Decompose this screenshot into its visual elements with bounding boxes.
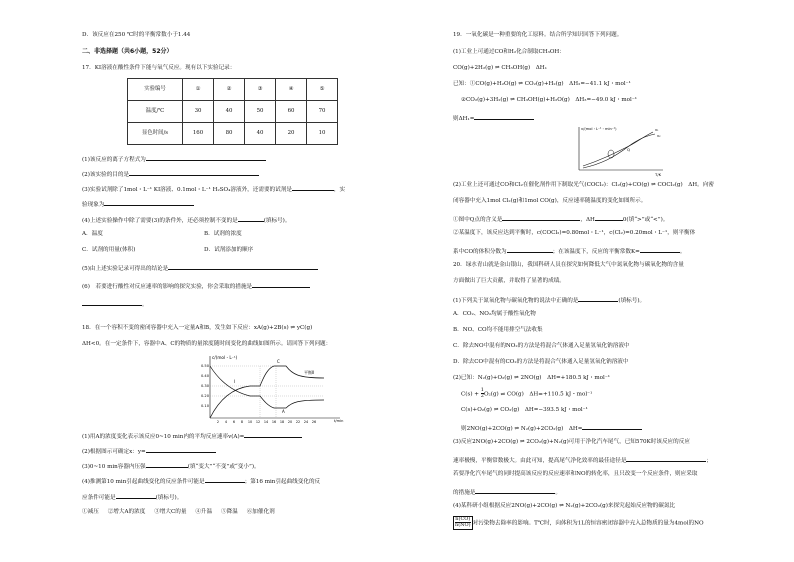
left-column (82, 0, 442, 562)
answer-blank[interactable] (626, 456, 706, 462)
q17-option-b: B．试剂的浓度 (204, 231, 242, 237)
answer-blank[interactable] (292, 185, 334, 191)
q20-option-b: B．NO、CO均不能用排空气法收集 (453, 327, 543, 333)
q20-option-c: C．除去NO中混有的NO₂的方法是将混合气体通入足量氢氧化钠溶液中 (453, 343, 630, 349)
label-q: Q (627, 147, 630, 152)
table-cell: 40 (245, 123, 276, 145)
table-cell: 10 (307, 123, 338, 145)
answer-blank[interactable] (116, 493, 156, 499)
q20-part3a: (3)反应2NO(g)+2CO(g) ⇌ 2CO₂(g)+N₂(g)可用于净化汽车尾气，已知570K时该反应的反应 (453, 439, 690, 445)
x-axis-unit: t/min (334, 419, 344, 423)
q17-part6b: 。 (82, 300, 148, 309)
x-tick-label: 18 (279, 420, 285, 424)
q19-part2c: ①图中Q点的含义是 ，ΔH 0(填“>”或“<”)。 (453, 217, 669, 223)
table-cell: 70 (307, 101, 338, 123)
table-cell: ① (183, 79, 214, 101)
section-title: 二、非选择题（共6小题，52分） (82, 48, 173, 55)
option-item: ③增大C的量 (154, 509, 187, 515)
answer-blank[interactable] (146, 462, 188, 468)
q19-eq-main: CO(g)+2H₂(g) ⇌ CH₃OH(g) ΔH₁ (453, 65, 547, 71)
x-tick-label: 14 (263, 420, 269, 424)
table-cell: 80 (214, 123, 245, 145)
x-tick-label: 6 (232, 420, 236, 424)
x-tick-label: 22 (295, 420, 301, 424)
x-tick-label: 10 (247, 420, 253, 424)
q18-part4a: (4)推测第10 min引起曲线变化的反应条件可能是 ；第16 min引起曲线变化的反 (82, 479, 321, 485)
answer-blank[interactable] (582, 424, 642, 430)
q18-part2: (2)根据图示可确定x：y= (82, 447, 216, 456)
q20-eq2b: C(s)+O₂(g) ⇌ CO₂(g) ΔH=−393.5 kJ・mol⁻¹ (461, 407, 588, 413)
q17-part1: (1)该反应的离子方程式为 (82, 155, 266, 164)
q19-part2a: (2)工业上还可通过CO和Cl₂在催化剂作用下制取光气(COCl₂)：Cl₂(g)+CO(g) ⇌ COCl₂(g) ΔH。向密 (453, 182, 714, 188)
q20-part3b: 速率极慢，平衡常数极大。由此可知，提高尾气净化效率的最佳途径是 ； (453, 458, 713, 464)
curve-v1 (583, 132, 653, 166)
q20-part1: (1)下列关于氮氧化物与碳氧化物的说法中正确的是 (填标号)。 (453, 298, 646, 304)
x-tick-label: 16 (271, 420, 277, 424)
table-cell: 60 (276, 101, 307, 123)
table-cell: 20 (276, 123, 307, 145)
answer-blank[interactable] (502, 215, 580, 221)
q20-stem2: 方面做出了巨大贡献，并取得了显著的成绩。 (453, 278, 565, 284)
option-item: ②增大A的浓度 (107, 509, 146, 515)
answer-blank[interactable] (104, 200, 194, 206)
equilibrium-roman: Ⅰ (234, 379, 236, 384)
x-tick-label: 12 (255, 420, 261, 424)
q20-part4a: (4)某科研小组根据反应2NO(g)+2CO(g) ⇌ N₂(g)+2CO₂(g)来探究起始反应物的碳氮比 (453, 503, 676, 509)
answer-blank[interactable] (168, 264, 318, 270)
answer-blank[interactable] (82, 300, 142, 306)
q17-part4: (4)上述实验操作中除了需要(3)的条件外，还必须控制不变的是 (填标号)。 (82, 218, 291, 224)
q18-stem1: 18．在一个容积不变的密闭容器中充入一定量A和B，发生如下反应：xA(g)+2B(s) ⇌ yC(g) (82, 325, 313, 331)
right-column (453, 0, 794, 562)
x-axis-label: T/K (655, 172, 662, 177)
y-tick-label: 0.10 (200, 404, 209, 408)
q20-stem1: 20．绿水青山就是金山银山，我国科研人员在探究如何降低大气中氮氧化物与碳氧化物的含量 (453, 262, 684, 268)
q19-part1: (1)工业上可通过CO和H₂化合制取CH₃OH： (453, 49, 565, 55)
option-item: ④升温 (195, 509, 213, 515)
q17-option-a: A．温度 (82, 231, 103, 237)
answer-blank[interactable] (252, 282, 310, 288)
answer-blank[interactable] (475, 488, 555, 494)
answer-blank[interactable] (146, 447, 216, 453)
answer-blank[interactable] (146, 155, 266, 161)
y-tick-label: 0.20 (200, 394, 209, 398)
label-v1: v₁ (655, 128, 659, 132)
table-header-time: 显色时间/s (128, 123, 183, 145)
table-cell: ② (214, 79, 245, 101)
answer-blank[interactable] (205, 477, 245, 483)
y-tick-label: 0.50 (200, 364, 209, 368)
x-tick-label: 8 (240, 420, 244, 424)
q20-eq2a: C(s) + $\frac{1}{2}$ O₂(g) ⇌ CO(g) ΔH=+110.5 kJ・mol⁻¹ (461, 387, 593, 400)
x-tick-label: 24 (303, 420, 309, 424)
q17-option-c: C．试剂的用量(体积) (82, 247, 136, 253)
q19-part2d: ②某温度下，该反应达到平衡时，c(COCl₂)=0.80mol・L⁻¹，c(Cl₂)=0.20mol・L⁻¹，则平衡体 (453, 230, 696, 236)
label-v2: v₂ (657, 134, 661, 138)
x-tick-label: 4 (224, 420, 228, 424)
q20-part3d: 的措施是 。 (453, 490, 561, 496)
option-d: D．该反应在250 ℃时的平衡常数小于1.44 (82, 32, 191, 38)
y-tick-label: 0.40 (200, 374, 209, 378)
q20-part2: (2)已知：N₂(g)+O₂(g) ⇌ 2NO(g) ΔH=+180.5 kJ・mol⁻¹ (453, 375, 611, 381)
answer-blank[interactable] (595, 215, 623, 221)
q19-eq-then: 则ΔH₁= (453, 114, 534, 123)
x-tick-label: 20 (287, 420, 293, 424)
table-cell: 50 (245, 101, 276, 123)
answer-blank[interactable] (238, 216, 264, 222)
curve-label-a: A (282, 409, 285, 414)
answer-blank[interactable] (244, 432, 302, 438)
q20-eq2c: 则2NO(g)+2CO(g) ⇌ N₂(g)+2CO₂(g) ΔH= (461, 424, 642, 433)
y-tick-label: 0.30 (200, 384, 209, 388)
table-cell: 160 (183, 123, 214, 145)
q18-part1: (1)用A的浓度变化表示该反应0~10 min内的平均反应速率v(A)= (82, 432, 302, 441)
answer-blank[interactable] (507, 247, 553, 253)
table-cell: 40 (214, 101, 245, 123)
q18-options (82, 510, 275, 516)
q19-eq-known2: ②CO₂(g)+3H₂(g) ⇌ CH₃OH(g)+H₂O(g) ΔH₃=−49.0 kJ・mol⁻¹ (461, 97, 638, 103)
option-item: ①减压 (82, 509, 99, 515)
answer-blank[interactable] (129, 170, 259, 176)
x-tick-label: 26 (311, 420, 317, 424)
q18-stem2: ΔH<0。在一定条件下，容器中A、C的物质的量浓度随时间变化的曲线如图所示。请回答下列问题： (82, 341, 332, 347)
q17-part3b: 验现象为 (82, 200, 194, 209)
boxed-fraction: $\frac{n(CO)}{n(NO)}$ (455, 516, 471, 529)
y-axis-label: c/(mol・L⁻¹) (212, 355, 238, 360)
q17-part6a: (6) 若要进行酸性对反应速率的影响的探究实验，你会采取的措施是 (82, 282, 310, 291)
table-cell: ④ (276, 79, 307, 101)
q20-option-d: D．除去CO中混有的CO₂的方法是将混合气体通入足量氢氧化钠溶液中 (453, 359, 629, 365)
q18-concentration-chart (194, 352, 344, 427)
q17-option-d: D．试剂添加的顺序 (204, 247, 254, 253)
x-tick-label: 2 (216, 420, 220, 424)
table-cell: 30 (183, 101, 214, 123)
q18-part3: (3)0~10 min容器内压强 (填“变大”“不变”或“变小”)。 (82, 464, 260, 470)
q19-rate-temperature-chart (571, 124, 669, 181)
q17-experiment-table (127, 78, 338, 145)
q20-part3c: 若要净化汽车尾气的同时提高该反应的反应速率和NO的转化率，且只改变一个反应条件，则应采取 (453, 471, 698, 477)
option-item: ⑤降温 (221, 509, 238, 515)
q17-part2: (2)该实验的目的是 (82, 170, 259, 179)
table-header-temp: 温度/℃ (128, 101, 183, 123)
answer-blank[interactable] (474, 114, 534, 120)
table-header-id: 实验编号 (128, 79, 183, 101)
q19-eq-known1: 已知：①CO(g)+H₂O(g) ⇌ CO₂(g)+H₂(g) ΔH₂=−41.1 kJ・mol⁻¹ (453, 81, 631, 87)
q19-part2e: 系中CO的体积分数为 ；在该温度下，反应的平衡常数K= 。 (453, 249, 686, 255)
q18-part4b: 应条件可能是 (填标号)。 (82, 495, 183, 501)
table-cell: ③ (245, 79, 276, 101)
answer-blank[interactable] (578, 296, 618, 302)
q17-part5: (5)由上述实验记录可得出的结论是 (82, 264, 318, 273)
curve-label-c: C (277, 359, 280, 364)
q19-part2b: 闭容器中充入1mol Cl₂(g)和1mol CO(g)，反应速率随温度的变化如图所示。 (453, 198, 647, 204)
table-cell: ⑤ (307, 79, 338, 101)
answer-blank[interactable] (640, 247, 680, 253)
q19-stem: 19．一氧化碳是一种重要的化工原料。结合所学知识回答下列问题。 (453, 32, 623, 38)
fraction: $\frac{1}{2}$ (480, 387, 484, 400)
equilibrium-annotation: 平衡Ⅱ (304, 370, 314, 375)
q20-option-a: A．CO₂、NO₂均属于酸性氧化物 (453, 311, 536, 317)
q17-part3a: (3)实验试剂除了1mol・L⁻¹ KI溶液、0.1mol・L⁻¹ H₂SO₄溶液外，还需要的试剂是 ，实 (82, 187, 346, 193)
option-item: ⑥加催化剂 (246, 509, 275, 515)
y-axis-label: v/(mol・L⁻¹・min⁻¹) (581, 127, 617, 131)
q20-part4b: $\frac{n(CO)}{n(NO)}$ 对污染物去除率的影响。T℃时，向体积为1L的恒容密闭容器中充入总物质的量为4mol的NO (455, 516, 704, 529)
q17-stem: 17．KI溶液在酸性条件下能与氧气反应。现有以下实验记录： (82, 65, 236, 71)
